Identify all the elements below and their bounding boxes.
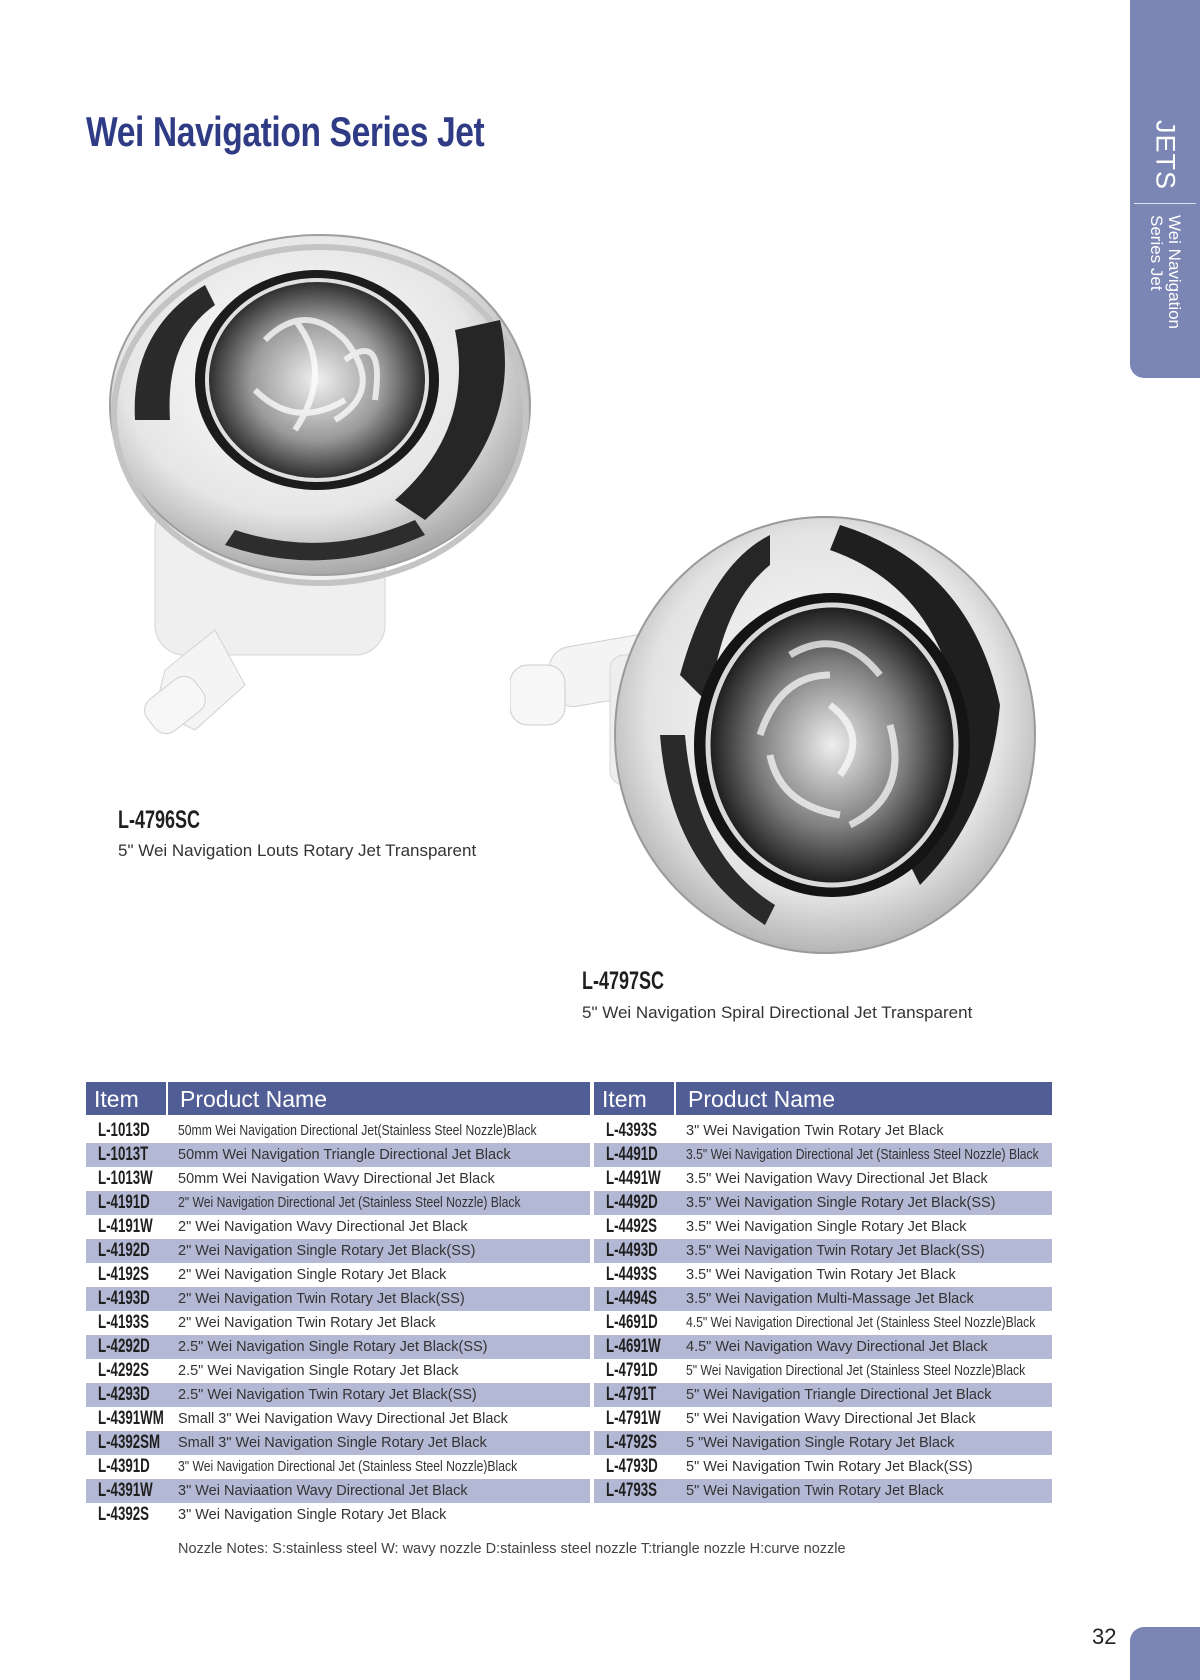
item-code-text: L-4191W [98, 1216, 153, 1237]
table-row [594, 1239, 1052, 1263]
nozzle-notes: Nozzle Notes: S:stainless steel W: wavy nozzle D:stainless steel nozzle T:triangle nozzle H:curve nozzle [178, 1541, 846, 1557]
item-code [594, 1384, 676, 1406]
table-row [86, 1263, 590, 1287]
page-number: 32 [1092, 1624, 1117, 1649]
product-name [168, 1459, 590, 1475]
product-name-text: 2" Wei Navigation Twin Rotary Jet Black(SS) [178, 1291, 465, 1307]
product-name [676, 1147, 1052, 1163]
product-name [676, 1459, 1052, 1475]
table-body [86, 1115, 590, 1527]
item-code-text: L-4391WM [98, 1408, 164, 1429]
product-name [676, 1411, 1052, 1427]
table-row [86, 1479, 590, 1503]
table-row [594, 1311, 1052, 1335]
product-name-text: 2" Wei Navigation Single Rotary Jet Black(SS) [178, 1243, 476, 1259]
product-name-text: 3" Wei Navigation Directional Jet (Stainless Steel Nozzle)Black [178, 1459, 518, 1475]
item-code [86, 1360, 168, 1382]
item-code-text: L-4791D [606, 1360, 658, 1381]
product-name [676, 1219, 1052, 1235]
item-code [86, 1504, 168, 1526]
product-name [168, 1123, 590, 1139]
product-name [168, 1291, 590, 1307]
item-code-text: L-1013D [98, 1120, 150, 1141]
item-code [86, 1192, 168, 1214]
product-name [676, 1339, 1052, 1355]
item-code [86, 1312, 168, 1334]
product-table-left [86, 1082, 590, 1527]
table-row [86, 1287, 590, 1311]
page-title: Wei Navigation Series Jet [86, 108, 485, 155]
product-name [676, 1363, 1052, 1379]
item-code-text: L-4492S [606, 1216, 658, 1237]
product-name [168, 1483, 590, 1499]
table-row [594, 1119, 1052, 1143]
item-code [86, 1432, 168, 1454]
product-name-text: Small 3" Wei Navigation Wavy Directional Jet Black [178, 1411, 508, 1427]
section-tab-label: JETS [1150, 119, 1181, 191]
item-code [594, 1192, 676, 1214]
header-product-name: Product Name [688, 1086, 836, 1112]
item-code-text: L-4392S [98, 1504, 150, 1525]
table-row [86, 1431, 590, 1455]
footer-tab [1130, 1627, 1200, 1680]
product-name [168, 1339, 590, 1355]
item-code [86, 1264, 168, 1286]
item-code [86, 1336, 168, 1358]
product-name-text: 3.5" Wei Navigation Single Rotary Jet Black(SS) [686, 1195, 996, 1211]
product-name [168, 1387, 590, 1403]
item-code [594, 1360, 676, 1382]
product-name-text: 50mm Wei Navigation Directional Jet(Stainless Steel Nozzle)Black [178, 1123, 537, 1139]
product-name [168, 1315, 590, 1331]
section-tab-sublabel-line2: Series Jet [1147, 214, 1166, 291]
item-code-text: L-4493D [606, 1240, 658, 1261]
product-name-text: 50mm Wei Navigation Triangle Directional Jet Black [178, 1147, 511, 1163]
section-tab-sublabel [1147, 215, 1183, 329]
product-name-text: 5" Wei Navigation Twin Rotary Jet Black [686, 1483, 944, 1499]
table-row [86, 1191, 590, 1215]
item-code [594, 1144, 676, 1166]
item-code-text: L-4691D [606, 1312, 658, 1333]
section-tab-sublabel-line1: Wei Navigation [1165, 214, 1184, 330]
table-row [594, 1455, 1052, 1479]
product-name-text: 3.5" Wei Navigation Single Rotary Jet Black [686, 1219, 967, 1235]
item-code-text: L-4691W [606, 1336, 661, 1357]
product-name [676, 1171, 1052, 1187]
product-name [676, 1243, 1052, 1259]
item-code [86, 1408, 168, 1430]
table-row [594, 1263, 1052, 1287]
product-name-text: 3.5" Wei Navigation Multi-Massage Jet Black [686, 1291, 974, 1307]
product-name-text: 5" Wei Navigation Directional Jet (Stainless Steel Nozzle)Black [686, 1363, 1026, 1379]
product-name-text: 3.5" Wei Navigation Wavy Directional Jet Black [686, 1171, 988, 1187]
table-row [86, 1335, 590, 1359]
jet-image-l-4797sc [510, 505, 1040, 965]
product-table-right [594, 1082, 1052, 1503]
item-code [594, 1168, 676, 1190]
table-row [86, 1215, 590, 1239]
item-code [86, 1168, 168, 1190]
product-name-text: 2" Wei Navigation Directional Jet (Stainless Steel Nozzle) Black [178, 1195, 521, 1211]
product-name [168, 1171, 590, 1187]
product-name-text: 3.5" Wei Navigation Twin Rotary Jet Black(SS) [686, 1243, 985, 1259]
item-code [594, 1408, 676, 1430]
product-code-2: L-4797SC [582, 967, 665, 995]
table-row [594, 1359, 1052, 1383]
item-code-text: L-4791W [606, 1408, 661, 1429]
product-name [676, 1291, 1052, 1307]
item-code-text: L-4192D [98, 1240, 150, 1261]
product-name-text: 2" Wei Navigation Twin Rotary Jet Black [178, 1315, 436, 1331]
product-name [168, 1195, 590, 1211]
item-code-text: L-1013W [98, 1168, 153, 1189]
item-code-text: L-4292S [98, 1360, 150, 1381]
item-code-text: L-4193D [98, 1288, 150, 1309]
table-row [86, 1407, 590, 1431]
product-name [168, 1411, 590, 1427]
item-code-text: L-4393S [606, 1120, 658, 1141]
item-code-text: L-4391D [98, 1456, 150, 1477]
item-code-text: L-4292D [98, 1336, 150, 1357]
table-row [86, 1311, 590, 1335]
jet-image-l-4796sc [95, 230, 565, 790]
product-name [676, 1435, 1052, 1451]
table-row [594, 1167, 1052, 1191]
item-code [86, 1384, 168, 1406]
item-code [86, 1456, 168, 1478]
product-name-text: 5" Wei Navigation Twin Rotary Jet Black(SS) [686, 1459, 973, 1475]
product-name-text: 3" Wei Navigation Twin Rotary Jet Black [686, 1123, 944, 1139]
table-row [86, 1167, 590, 1191]
product-name-text: 2.5" Wei Navigation Single Rotary Jet Black [178, 1363, 459, 1379]
table-row [86, 1455, 590, 1479]
table-row [86, 1383, 590, 1407]
product-name [168, 1147, 590, 1163]
item-code [594, 1120, 676, 1142]
product-name-text: 5 "Wei Navigation Single Rotary Jet Black [686, 1435, 955, 1451]
header-product-name: Product Name [180, 1086, 328, 1112]
product-name [676, 1315, 1052, 1331]
table-row [86, 1119, 590, 1143]
item-code [594, 1288, 676, 1310]
product-name-text: 5" Wei Navigation Wavy Directional Jet Black [686, 1411, 976, 1427]
product-name-text: 3" Wei Navigation Single Rotary Jet Black [178, 1507, 447, 1523]
table-row [86, 1143, 590, 1167]
table-row [86, 1239, 590, 1263]
product-name [168, 1219, 590, 1235]
product-name [168, 1363, 590, 1379]
product-name-text: 3.5" Wei Navigation Directional Jet (Stainless Steel Nozzle) Black [686, 1147, 1039, 1163]
item-code-text: L-4793D [606, 1456, 658, 1477]
item-code [594, 1480, 676, 1502]
table-row [594, 1479, 1052, 1503]
item-code [86, 1120, 168, 1142]
product-name [676, 1267, 1052, 1283]
item-code-text: L-4793S [606, 1480, 658, 1501]
product-name-text: 4.5" Wei Navigation Directional Jet (Stainless Steel Nozzle)Black [686, 1315, 1036, 1331]
product-name-text: 3" Wei Naviaation Wavy Directional Jet Black [178, 1483, 468, 1499]
product-name [676, 1387, 1052, 1403]
item-code [594, 1264, 676, 1286]
product-name [676, 1123, 1052, 1139]
product-name [168, 1267, 590, 1283]
table-row [594, 1143, 1052, 1167]
product-name-text: 2.5" Wei Navigation Twin Rotary Jet Black(SS) [178, 1387, 477, 1403]
item-code-text: L-4492D [606, 1192, 658, 1213]
table-header [86, 1082, 590, 1115]
header-item: Item [594, 1082, 676, 1115]
table-row [594, 1335, 1052, 1359]
table-row [594, 1407, 1052, 1431]
table-row [594, 1431, 1052, 1455]
item-code-text: L-4191D [98, 1192, 150, 1213]
table-row [86, 1359, 590, 1383]
item-code-text: L-1013T [98, 1144, 149, 1165]
item-code-text: L-4493S [606, 1264, 658, 1285]
item-code [594, 1336, 676, 1358]
table-row [86, 1503, 590, 1527]
item-code-text: L-4392SM [98, 1432, 161, 1453]
product-name-2: 5" Wei Navigation Spiral Directional Jet Transparent [582, 1003, 973, 1022]
product-code-1: L-4796SC [118, 806, 201, 834]
item-code [594, 1432, 676, 1454]
product-name-text: Small 3" Wei Navigation Single Rotary Jet Black [178, 1435, 487, 1451]
section-tab [1130, 0, 1200, 378]
table-row [594, 1383, 1052, 1407]
product-name-text: 4.5" Wei Navigation Wavy Directional Jet Black [686, 1339, 988, 1355]
product-name [168, 1243, 590, 1259]
table-row [594, 1191, 1052, 1215]
item-code-text: L-4792S [606, 1432, 658, 1453]
product-name [676, 1483, 1052, 1499]
item-code [594, 1240, 676, 1262]
product-name-1: 5" Wei Navigation Louts Rotary Jet Transparent [118, 841, 477, 860]
item-code-text: L-4391W [98, 1480, 153, 1501]
product-name-text: 2" Wei Navigation Single Rotary Jet Black [178, 1267, 447, 1283]
table-header [594, 1082, 1052, 1115]
table-body [594, 1115, 1052, 1503]
item-code [86, 1288, 168, 1310]
item-code [594, 1216, 676, 1238]
product-name-text: 2" Wei Navigation Wavy Directional Jet Black [178, 1219, 468, 1235]
product-name [676, 1195, 1052, 1211]
product-name [168, 1435, 590, 1451]
header-item: Item [86, 1082, 168, 1115]
item-code-text: L-4192S [98, 1264, 150, 1285]
table-row [594, 1215, 1052, 1239]
item-code [86, 1216, 168, 1238]
item-code-text: L-4491W [606, 1168, 661, 1189]
product-name-text: 50mm Wei Navigation Wavy Directional Jet Black [178, 1171, 495, 1187]
item-code [86, 1144, 168, 1166]
item-code [594, 1312, 676, 1334]
item-code [86, 1240, 168, 1262]
item-code-text: L-4791T [606, 1384, 657, 1405]
product-name-text: 5" Wei Navigation Triangle Directional Jet Black [686, 1387, 992, 1403]
product-name-text: 3.5" Wei Navigation Twin Rotary Jet Black [686, 1267, 956, 1283]
product-name [168, 1507, 590, 1523]
item-code-text: L-4193S [98, 1312, 150, 1333]
item-code-text: L-4293D [98, 1384, 150, 1405]
table-row [594, 1287, 1052, 1311]
section-tab-divider [1134, 203, 1196, 204]
item-code [86, 1480, 168, 1502]
item-code-text: L-4494S [606, 1288, 658, 1309]
item-code [594, 1456, 676, 1478]
product-name-text: 2.5" Wei Navigation Single Rotary Jet Black(SS) [178, 1339, 488, 1355]
item-code-text: L-4491D [606, 1144, 658, 1165]
